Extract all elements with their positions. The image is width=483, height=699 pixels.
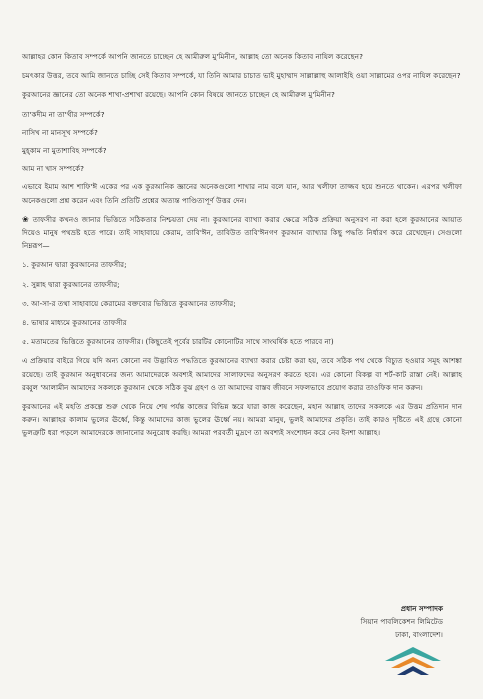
signature-org: সিয়ান পাবলিকেশন লিমিটেড xyxy=(360,617,443,626)
block-text: এভাবে ইমাম আশ শাফি'ঈ একের পর এক কুরআনিক জ্ঞানের অনেকগুলো শাখার নাম বলে যান, আর খলীফা তাজ্জব হয়ে শুনতে থাকেন। এরপর খলীফা অনেকগুলো প্রশ্ন করেন এবং তিনি প্রতিটি প্রশ্নের অত্যন্ত পাণ্ডিত্যপূর্ণ উত্তর দেন। xyxy=(22,182,462,205)
list-item xyxy=(22,297,462,310)
list-item xyxy=(22,335,462,348)
note-paragraph xyxy=(22,213,462,253)
list-item xyxy=(22,278,462,291)
question-line xyxy=(22,144,462,157)
publisher-logo xyxy=(381,641,445,681)
list-item xyxy=(22,316,462,329)
paragraph xyxy=(22,50,462,63)
block-text: কুরআনের এই মহতি প্রকল্পে শুরু থেকে নিয়ে শেষ পর্যন্ত কাজের বিভিন্ন স্তরে যারা কাজ করেছেন, মহান আল্লাহ তাদের সকলকে এর উত্তম প্রতিদান দান করুন। আল্লাহর কালাম ভুলের ঊর্ধ্বে, কিন্তু আমাদের কাজ ভুলের ঊর্ধ্বে নয়। আমরা মানুষ, ভুলই আমাদের প্রকৃতি। তাই কারও দৃষ্টিতে এই গ্রন্থে কোনো ভুলত্রুটি ধরা পড়লে আমাদেরকে জানানোর অনুরোধ করছি। আমরা পরবর্তী মুদ্রণে তা অবশ্যই সংশোধন করে নেব ইনশা আল্লাহ। xyxy=(22,402,462,438)
block-text: তাফসীর কখনও জানার ভিত্তিতে সঠিকতার নিশ্চয়তা দেয় না। কুরআনের ব্যাখ্যা করার ক্ষেত্রে সঠিক প্রক্রিয়া অনুসরণ না করা হলে কুরআনের আয়াত দিয়েও মানুষ পথভ্রষ্ট হতে পারে। তাই সাহাবায়ে কেরাম, তাবি'ঈন, তাবিউত তাবি'ঈনগণ কুরআন ব্যাখ্যার কিছু পদ্ধতি নির্ধারণ করে রেখেছেন। সেগুলো নিম্নরূপ— xyxy=(22,214,462,251)
question-line xyxy=(22,126,462,139)
paragraph xyxy=(22,354,462,394)
block-text: ৪. ভাষার মাধ্যমে কুরআনের তাফসীর xyxy=(22,318,127,328)
paragraph xyxy=(22,69,462,82)
block-text: ৫. মতামতের ভিত্তিতে কুরআনের তাফসীর। (কিছুতেই পূর্বের চারটির কোনোটির সাথে সাংঘর্ষিক হতে পারবে না) xyxy=(22,337,334,347)
block-text: তা'কদীম না তা'খীর সম্পর্কে? xyxy=(22,109,105,119)
block-text: আম না খাস সম্পর্কে? xyxy=(22,164,84,174)
block-text: মুহ্‌কাম না মুতাশাবিহ সম্পর্কে? xyxy=(22,146,107,156)
logo-navy-chevron xyxy=(397,666,429,675)
block-text: আল্লাহর কোন কিতাব সম্পর্কে আপনি জানতে চাচ্ছেন হে আমীরুল মু'মিনীন, আল্লাহ তো অনেক কিতাব নাযিল করেছেন? xyxy=(22,52,363,61)
question-line xyxy=(22,162,462,175)
block-text: নাসিখ না মানসূখ সম্পর্কে? xyxy=(22,127,98,137)
block-text: এ প্রক্রিয়ার বাইরে গিয়ে যদি অন্য কোনো নব উদ্ভাবিত পদ্ধতিতে কুরআনের ব্যাখ্যা করার চেষ্টা করা হয়, তবে সঠিক পথ থেকে বিচ্যুত হওয়ার সমূহ আশঙ্কা রয়েছে। তাই কুরআন অনুধাবনের জন্য আমাদেরকে অবশ্যই আমাদের সালাফদের অনুসরণ করতে হবে। এর কোনো বিকল্প বা শর্ট-কাট রাস্তা নেই। আল্লাহ রব্বুল 'আলামীন আমাদের সকলকে কুরআন থেকে সঠিক বুঝ গ্রহণ ও তা আমাদের বাস্তব জীবনে সফলভাবে প্রয়োগ করার তাওফিক দান করুন। xyxy=(22,356,462,392)
list-item xyxy=(22,258,462,271)
signature-title: প্রধান সম্পাদক xyxy=(400,604,443,613)
block-text: ২. সুন্নাহ দ্বারা কুরআনের তাফসীর; xyxy=(22,279,120,289)
paragraph xyxy=(22,180,462,206)
paragraph xyxy=(22,400,462,440)
flower-icon: ❀ xyxy=(22,214,30,224)
block-text: চমৎকার উত্তর, তবে আমি জানতে চাচ্ছি সেই কিতাব সম্পর্কে, যা তিনি আমার চাচাত ভাই মুহাম্মাদ সাল্লাল্লাহু আলাইহি ওয়া সাল্লামের ওপর নাযিল করেছেন? xyxy=(22,71,461,81)
document-body xyxy=(22,50,462,446)
paragraph xyxy=(22,88,462,101)
block-text: ৩. আ-সা-র তথা সাহাবায়ে কেরামের বক্তব্যের ভিত্তিতে কুরআনের তাফসীর; xyxy=(22,298,236,308)
signature-place: ঢাকা, বাংলাদেশ। xyxy=(395,630,443,639)
question-line xyxy=(22,108,462,121)
signature-block xyxy=(293,602,443,641)
block-text: ১. কুরআন দ্বারা কুরআনের তাফসীর; xyxy=(22,260,127,270)
block-text: কুরআনের জ্ঞানের তো অনেক শাখা-প্রশাখা রয়েছে। আপনি কোন বিষয়ে জানতে চাচ্ছেন হে আমীরুল মু'মিনীন? xyxy=(22,90,335,100)
